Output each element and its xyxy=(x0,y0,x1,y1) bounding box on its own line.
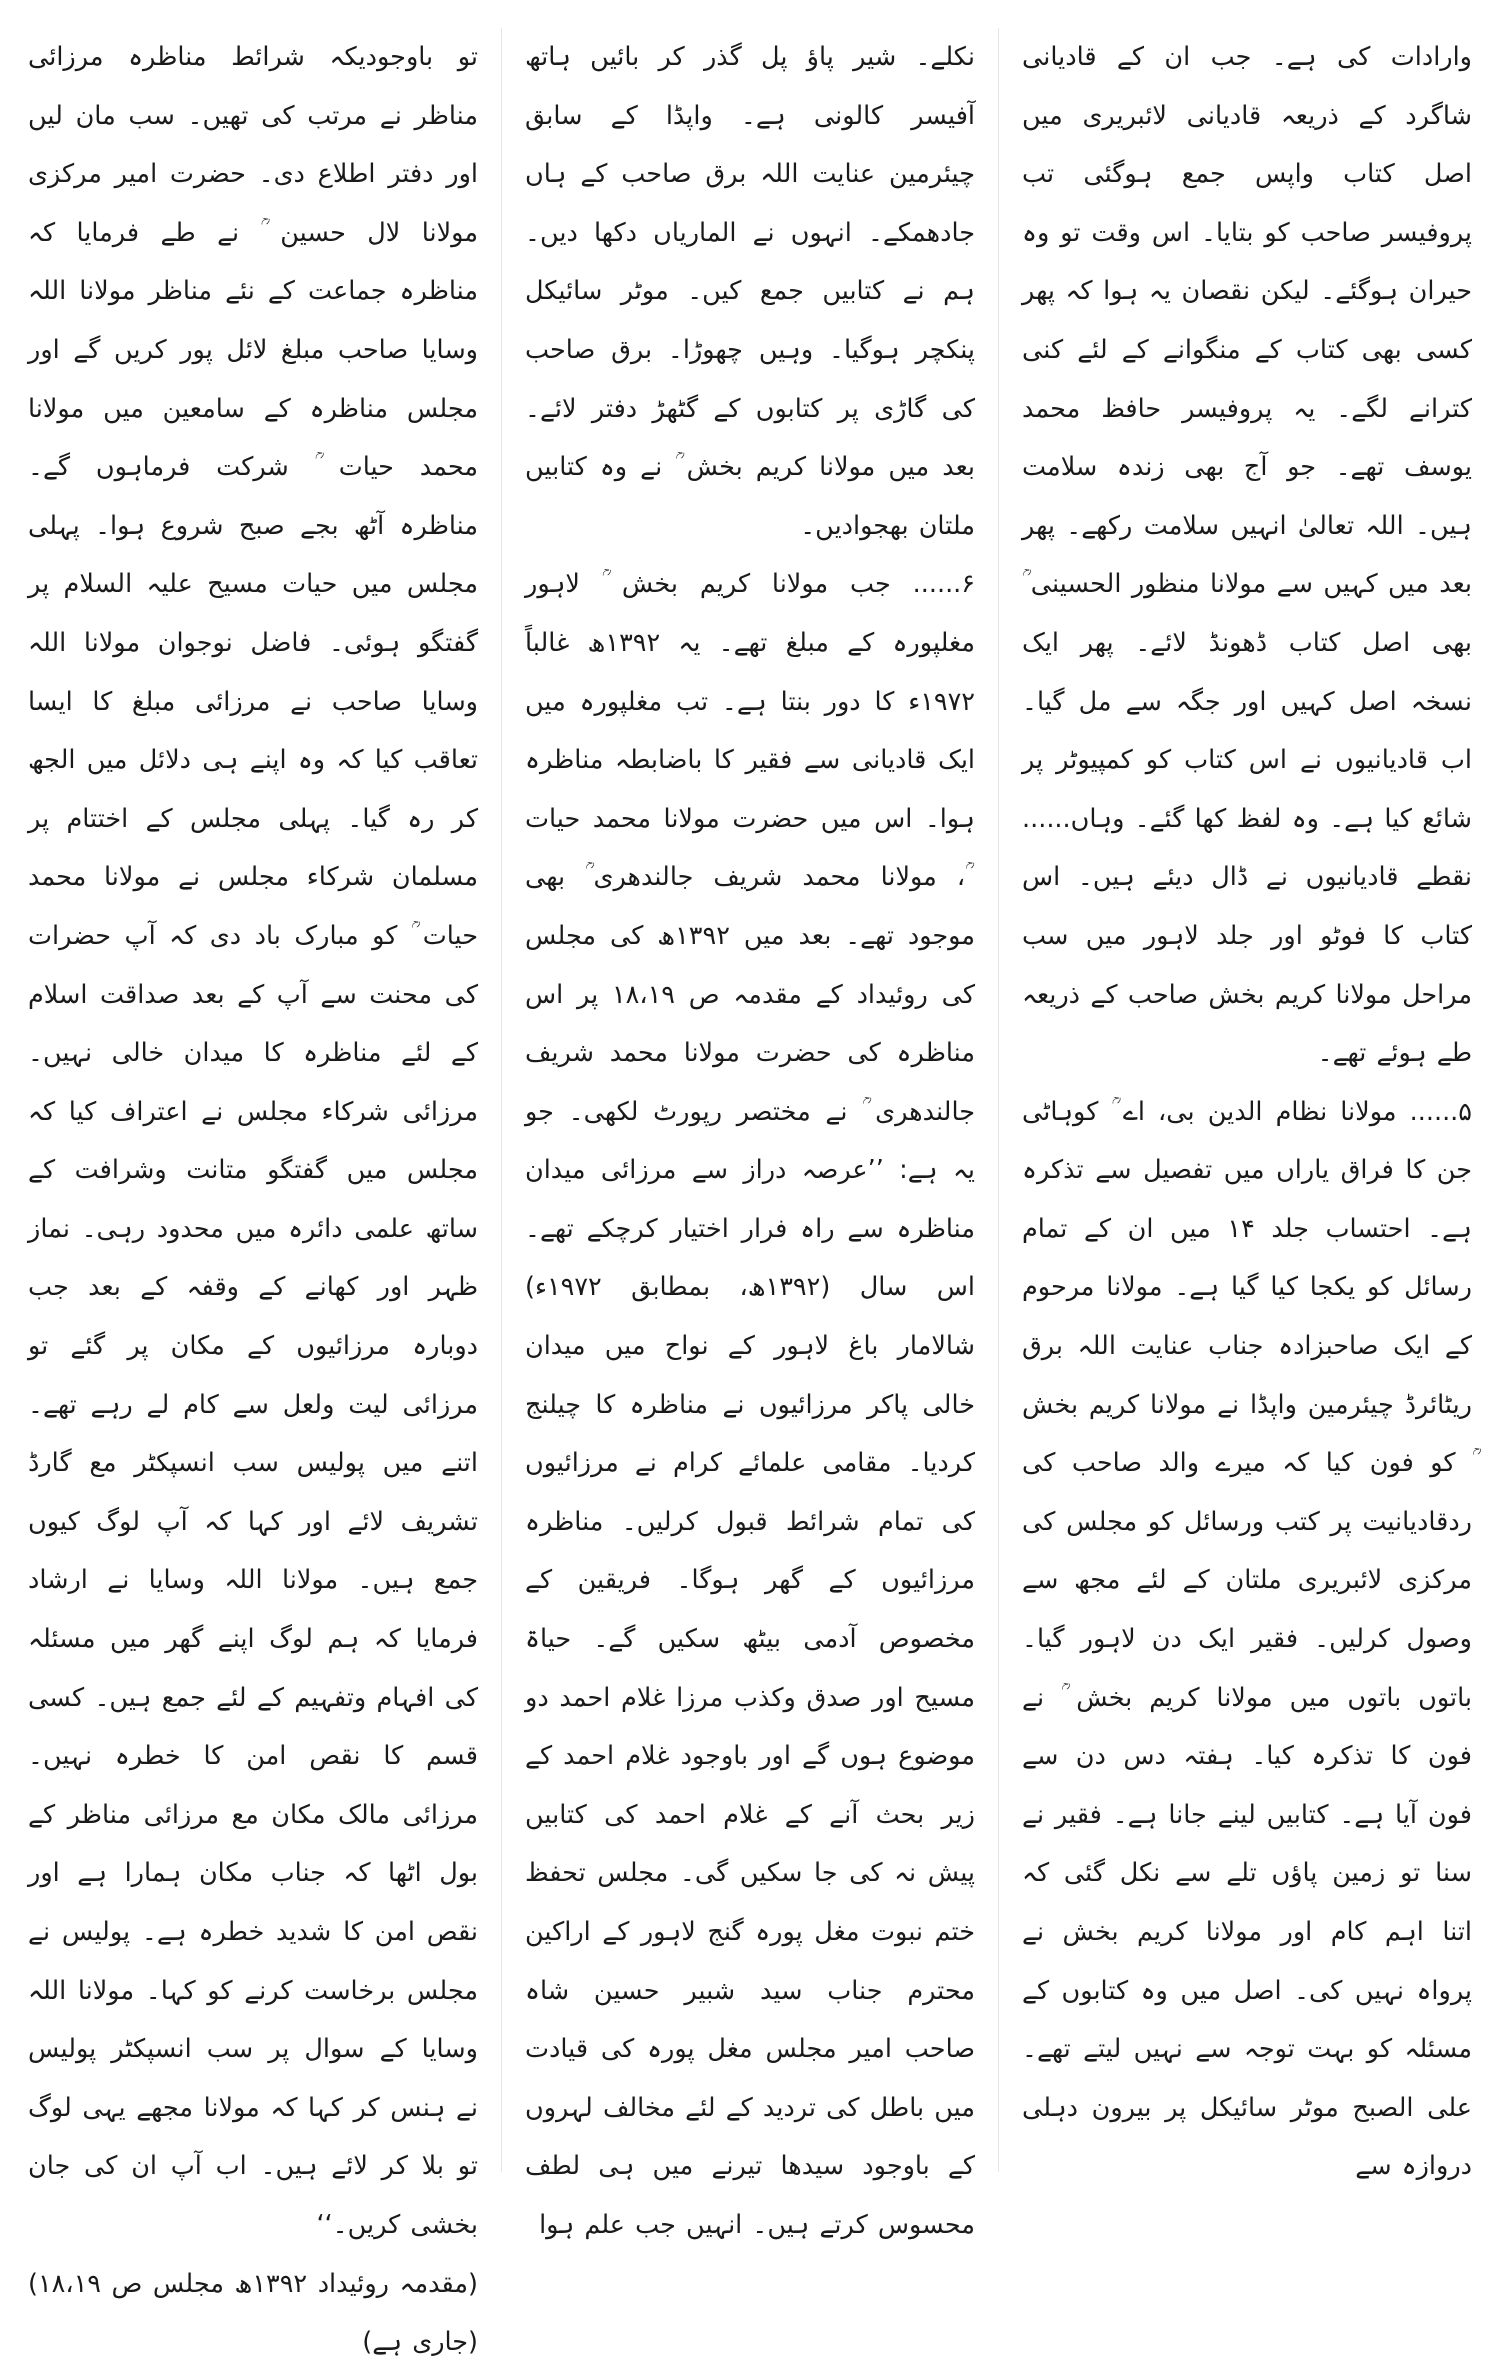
citation-footnote: (مقدمہ روئیداد ۱۳۹۲ھ مجلس ص ۱۸،۱۹) (جاری ہے) xyxy=(28,2268,478,2358)
column-divider xyxy=(501,28,502,2172)
paragraph: وارادات کی ہے۔ جب ان کے قادیانی شاگرد کے ذریعہ قادیانی لائبریری میں اصل کتاب واپس جمع ہوگئی تب پروفیسر صاحب کو بتایا۔ اس وقت تو وہ حیران ہوگئے۔ لیکن نقصان یہ ہوا کہ پھر کسی بھی کتاب کے منگوانے کے لئے کنی کترانے لگے۔ یہ پروفیسر حافظ محمد یوسف تھے۔ جو آج بھی زندہ سلامت ہیں۔ اللہ تعالیٰ انہیں سلامت رکھے۔ پھر بعد میں کہیں سے مولانا منظور الحسینی ؒ بھی اصل کتاب ڈھونڈ لائے۔ پھر ایک نسخہ اصل کہیں اور جگہ سے مل گیا۔ اب قادیانیوں نے اس کتاب کو کمپیوٹر پر شائع کیا ہے۔ وہ لفظ کھا گئے۔ وہاں...... نقطے قادیانیوں نے ڈال دیئے ہیں۔ اس کتاب کا فوٹو اور جلد لاہور میں سب مراحل مولانا کریم بخش صاحب کے ذریعہ طے ہوئے تھے۔ xyxy=(1022,42,1472,1069)
column-middle xyxy=(525,28,976,2240)
column-divider xyxy=(998,28,999,2172)
column-left xyxy=(28,28,478,2358)
newspaper-page xyxy=(28,28,1472,2358)
paragraph: ۶...... جب مولانا کریم بخش ؒ لاہور مغلپورہ کے مبلغ تھے۔ یہ ۱۳۹۲ھ غالباً ۱۹۷۲ء کا دور بنتا ہے۔ تب مغلپورہ میں ایک قادیانی سے فقیر کا باضابطہ مناظرہ ہوا۔ اس میں حضرت مولانا محمد حیات ؒ، مولانا محمد شریف جالندھری ؒ بھی موجود تھے۔ بعد میں ۱۳۹۲ھ کی مجلس کی روئیداد کے مقدمہ ص ۱۸،۱۹ پر اس مناظرہ کی حضرت مولانا محمد شریف جالندھری ؒ نے مختصر رپورٹ لکھی۔ جو یہ ہے: ’’عرصہ دراز سے مرزائی میدان مناظرہ سے راہ فرار اختیار کرچکے تھے۔ اس سال (۱۳۹۲ھ، بمطابق ۱۹۷۲ء) شالامار باغ لاہور کے نواح میں میدان خالی پاکر مرزائیوں نے مناظرہ کا چیلنج کردیا۔ مقامی علمائے کرام نے مرزائیوں کی تمام شرائط قبول کرلیں۔ مناظرہ مرزائیوں کے گھر ہوگا۔ فریقین کے مخصوص آدمی بیٹھ سکیں گے۔ حیاۃ مسیح اور صدق وکذب مرزا غلام احمد دو موضوع ہوں گے اور باوجود غلام احمد کے زیر بحث آنے کے غلام احمد کی کتابیں پیش نہ کی جا سکیں گی۔ مجلس تحفظ ختم نبوت مغل پورہ گنج لاہور کے اراکین محترم جناب سید شبیر حسین شاہ صاحب امیر مجلس مغل پورہ کی قیادت میں باطل کی تردید کے لئے مخالف لہروں کے باوجود سیدھا تیرنے میں ہی لطف محسوس کرتے ہیں۔ انہیں جب علم ہوا xyxy=(525,569,976,2240)
column-right xyxy=(1022,28,1472,2182)
paragraph: تو باوجودیکہ شرائط مناظرہ مرزائی مناظر نے مرتب کی تھیں۔ سب مان لیں اور دفتر اطلاع دی۔ حضرت امیر مرکزی مولانا لال حسین ؒ نے طے فرمایا کہ مناظرہ جماعت کے نئے مناظر مولانا اللہ وسایا صاحب مبلغ لائل پور کریں گے اور مجلس مناظرہ کے سامعین میں مولانا محمد حیات ؒ شرکت فرماہوں گے۔ مناظرہ آٹھ بجے صبح شروع ہوا۔ پہلی مجلس میں حیات مسیح علیہ السلام پر گفتگو ہوئی۔ فاضل نوجوان مولانا اللہ وسایا صاحب نے مرزائی مبلغ کا ایسا تعاقب کیا کہ وہ اپنے ہی دلائل میں الجھ کر رہ گیا۔ پہلی مجلس کے اختتام پر مسلمان شرکاء مجلس نے مولانا محمد حیات ؒ کو مبارک باد دی کہ آپ حضرات کی محنت سے آپ کے بعد صداقت اسلام کے لئے مناظرہ کا میدان خالی نہیں۔ مرزائی شرکاء مجلس نے اعتراف کیا کہ مجلس میں گفتگو متانت وشرافت کے ساتھ علمی دائرہ میں محدود رہی۔ نماز ظہر اور کھانے کے وقفہ کے بعد جب دوبارہ مرزائیوں کے مکان پر گئے تو مرزائی لیت ولعل سے کام لے رہے تھے۔ اتنے میں پولیس سب انسپکٹر مع گارڈ تشریف لائے اور کہا کہ آپ لوگ کیوں جمع ہیں۔ مولانا اللہ وسایا نے ارشاد فرمایا کہ ہم لوگ اپنے گھر میں مسئلہ کی افہام وتفہیم کے لئے جمع ہیں۔ کسی قسم کا نقص امن کا خطرہ نہیں۔ مرزائی مالک مکان مع مرزائی مناظر کے بول اٹھا کہ جناب مکان ہمارا ہے اور نقص امن کا شدید خطرہ ہے۔ پولیس نے مجلس برخاست کرنے کو کہا۔ مولانا اللہ وسایا کے سوال پر سب انسپکٹر پولیس نے ہنس کر کہا کہ مولانا مجھے یہی لوگ تو بلا کر لائے ہیں۔ اب آپ ان کی جان بخشی کریں۔‘‘ xyxy=(28,42,478,2240)
paragraph: ۵...... مولانا نظام الدین بی، اے ؒ کوہاٹی جن کا فراق یاراں میں تفصیل سے تذکرہ ہے۔ احتساب جلد ۱۴ میں ان کے تمام رسائل کو یکجا کیا گیا ہے۔ مولانا مرحوم کے ایک صاحبزادہ جناب عنایت اللہ برق ریٹائرڈ چیئرمین واپڈا نے مولانا کریم بخش ؒ کو فون کیا کہ میرے والد صاحب کی ردقادیانیت پر کتب ورسائل کو مجلس کی مرکزی لائبریری ملتان کے لئے مجھ سے وصول کرلیں۔ فقیر ایک دن لاہور گیا۔ باتوں باتوں میں مولانا کریم بخش ؒ نے فون کا تذکرہ کیا۔ ہفتہ دس دن سے فون آیا ہے۔ کتابیں لینے جانا ہے۔ فقیر نے سنا تو زمین پاؤں تلے سے نکل گئی کہ اتنا اہم کام اور مولانا کریم بخش نے پرواہ نہیں کی۔ اصل میں وہ کتابوں کے مسئلہ کو بہت توجہ سے نہیں لیتے تھے۔ علی الصبح موٹر سائیکل پر بیرون دہلی دروازہ سے xyxy=(1022,1096,1472,2182)
paragraph: نکلے۔ شیر پاؤ پل گذر کر بائیں ہاتھ آفیسر کالونی ہے۔ واپڈا کے سابق چیئرمین عنایت اللہ برق صاحب کے ہاں جادھمکے۔ انہوں نے الماریاں دکھا دیں۔ ہم نے کتابیں جمع کیں۔ موٹر سائیکل پنکچر ہوگیا۔ وہیں چھوڑا۔ برق صاحب کی گاڑی پر کتابوں کے گٹھڑ دفتر لائے۔ بعد میں مولانا کریم بخش ؒ نے وہ کتابیں ملتان بھجوادیں۔ xyxy=(525,42,975,541)
